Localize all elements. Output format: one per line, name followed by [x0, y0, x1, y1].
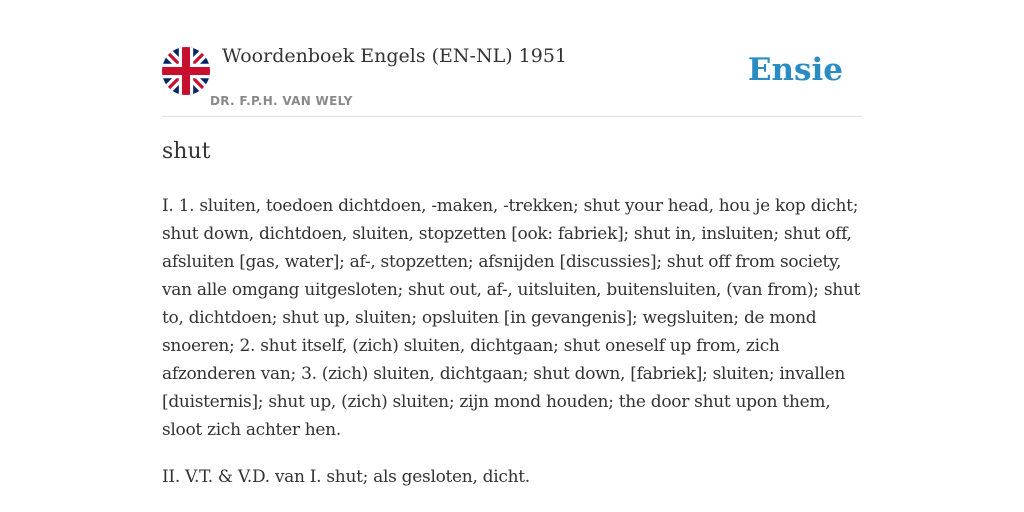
- entry-definition-1: I. 1. sluiten, toedoen dichtdoen, -maken, -trekken; shut your head, hou je kop dicht; shut down, dichtdoen, sluiten, stopzetten [ook: fabriek]; shut in, insluiten; shut off, afsluiten [gas, water]; af-, stopzetten; afsnijden [discussies]; shut off from society, van alle omgang uitgesloten; shut out, af-, uitsluiten, buitensluiten, (van from); shut to, dichtdoen; shut up, sluiten; opsluiten [in gevangenis]; wegsluiten; de mond snoeren; 2. shut itself, (zich) sluiten, dichtgaan; shut oneself up from, zich afzonderen van; 3. (zich) sluiten, dichtgaan; shut down, [fabriek]; sluiten; invallen [duisternis]; shut up, (zich) sluiten; zijn mond houden; the door shut upon them, sloot zich achter hen.: [162, 196, 861, 440]
- dictionary-title[interactable]: Woordenboek Engels (EN-NL) 1951: [222, 45, 567, 67]
- dictionary-author[interactable]: DR. F.P.H. VAN WELY: [210, 94, 353, 108]
- entry-headword: shut: [162, 139, 211, 164]
- ensie-logo[interactable]: Ensie: [747, 52, 843, 88]
- uk-flag-icon: [162, 47, 210, 95]
- dictionary-header: [162, 44, 862, 117]
- entry-definition-2: II. V.T. & V.D. van I. shut; als gesloten, dicht.: [162, 467, 530, 487]
